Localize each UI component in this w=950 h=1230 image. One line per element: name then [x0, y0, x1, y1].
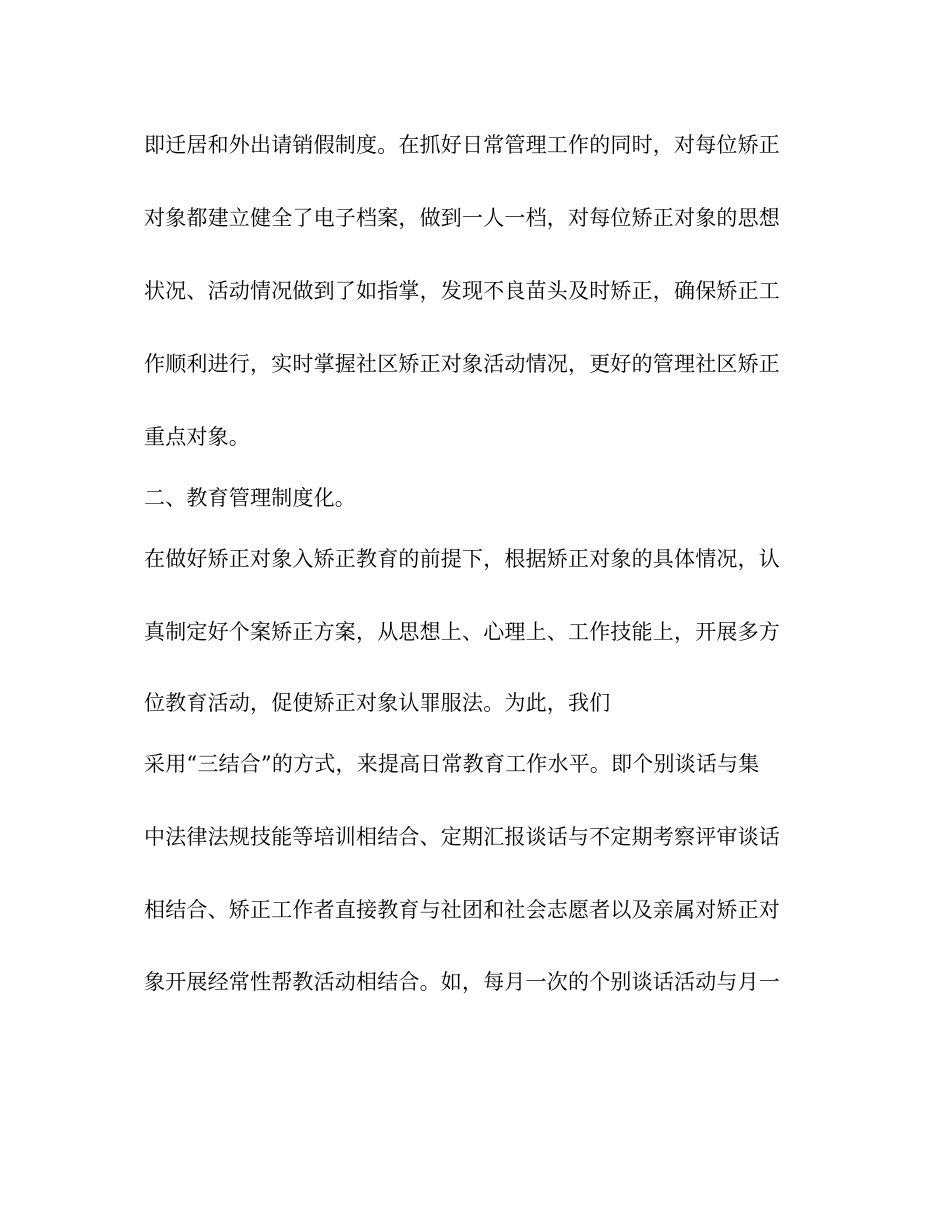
text-line: 状况、活动情况做到了如指掌，发现不良苗头及时矫正，确保矫正工 — [144, 279, 780, 303]
text-line: 重点对象。 — [144, 425, 250, 449]
text-line: 对象都建立健全了电子档案，做到一人一档，对每位矫正对象的思想 — [144, 206, 780, 230]
text-line: 作顺利进行，实时掌握社区矫正对象活动情况，更好的管理社区矫正 — [144, 352, 780, 376]
section-heading: 二、教育管理制度化。 — [144, 486, 356, 510]
text-line: 即迁居和外出请销假制度。在抓好日常管理工作的同时，对每位矫正 — [144, 133, 780, 157]
text-line: 相结合、矫正工作者直接教育与社团和社会志愿者以及亲属对矫正对 — [144, 898, 780, 922]
text-line: 采用“三结合”的方式，来提高日常教育工作水平。即个别谈话与集 — [144, 752, 760, 776]
text-line: 真制定好个案矫正方案，从思想上、心理上、工作技能上，开展多方 — [144, 620, 780, 644]
text-line: 在做好矫正对象入矫正教育的前提下，根据矫正对象的具体情况，认 — [144, 547, 780, 571]
text-line: 位教育活动，促使矫正对象认罪服法。为此，我们 — [144, 691, 611, 715]
text-line: 象开展经常性帮教活动相结合。如，每月一次的个别谈话活动与月一 — [144, 970, 780, 994]
text-line: 中法律法规技能等培训相结合、定期汇报谈话与不定期考察评审谈话 — [144, 825, 780, 849]
